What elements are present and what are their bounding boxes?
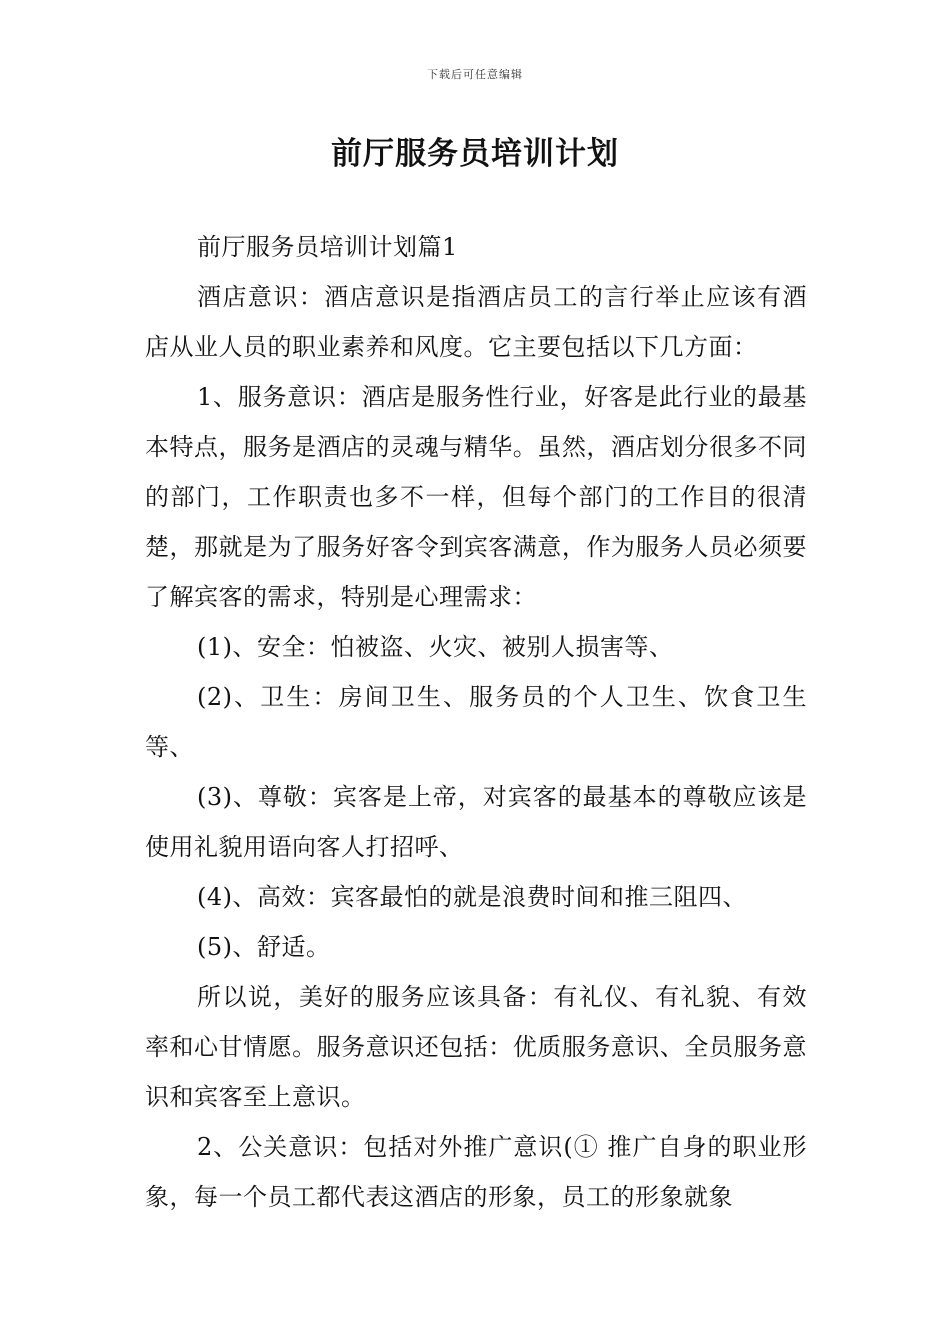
list-item-efficiency: (4)、高效：宾客最怕的就是浪费时间和推三阻四、 bbox=[197, 883, 747, 911]
paragraph-summary: 所以说，美好的服务应该具备：有礼仪、有礼貌、有效率和心甘情愿。服务意识还包括：优质服务意识、全员服务意识和宾客至上意识。 bbox=[145, 983, 807, 1111]
list-item-comfort: (5)、舒适。 bbox=[197, 933, 331, 961]
list-item-hygiene: (2)、卫生：房间卫生、服务员的个人卫生、饮食卫生等、 bbox=[145, 683, 807, 761]
list-item-respect: (3)、尊敬：宾客是上帝，对宾客的最基本的尊敬应该是使用礼貌用语向客人打招呼、 bbox=[145, 783, 807, 861]
paragraph-service-awareness: 1、服务意识：酒店是服务性行业，好客是此行业的最基本特点，服务是酒店的灵魂与精华。虽然，酒店划分很多不同的部门，工作职责也多不一样，但每个部门的工作目的很清楚，那就是为了服务好客令到宾客满意，作为服务人员必须要了解宾客的需求，特别是心理需求： bbox=[145, 383, 807, 611]
paragraph-hotel-awareness: 酒店意识：酒店意识是指酒店员工的言行举止应该有酒店从业人员的职业素养和风度。它主要包括以下几方面： bbox=[145, 283, 807, 361]
document-body bbox=[145, 222, 807, 1222]
header-note: 下载后可任意编辑 bbox=[427, 68, 523, 81]
list-item-safety: (1)、安全：怕被盗、火灾、被别人损害等、 bbox=[197, 633, 674, 661]
paragraph-pr-awareness: 2、公关意识：包括对外推广意识(① 推广自身的职业形象，每一个员工都代表这酒店的形象，员工的形象就象 bbox=[145, 1133, 807, 1211]
document-title: 前厅服务员培训计划 bbox=[331, 136, 619, 172]
section-heading: 前厅服务员培训计划篇1 bbox=[197, 233, 458, 261]
